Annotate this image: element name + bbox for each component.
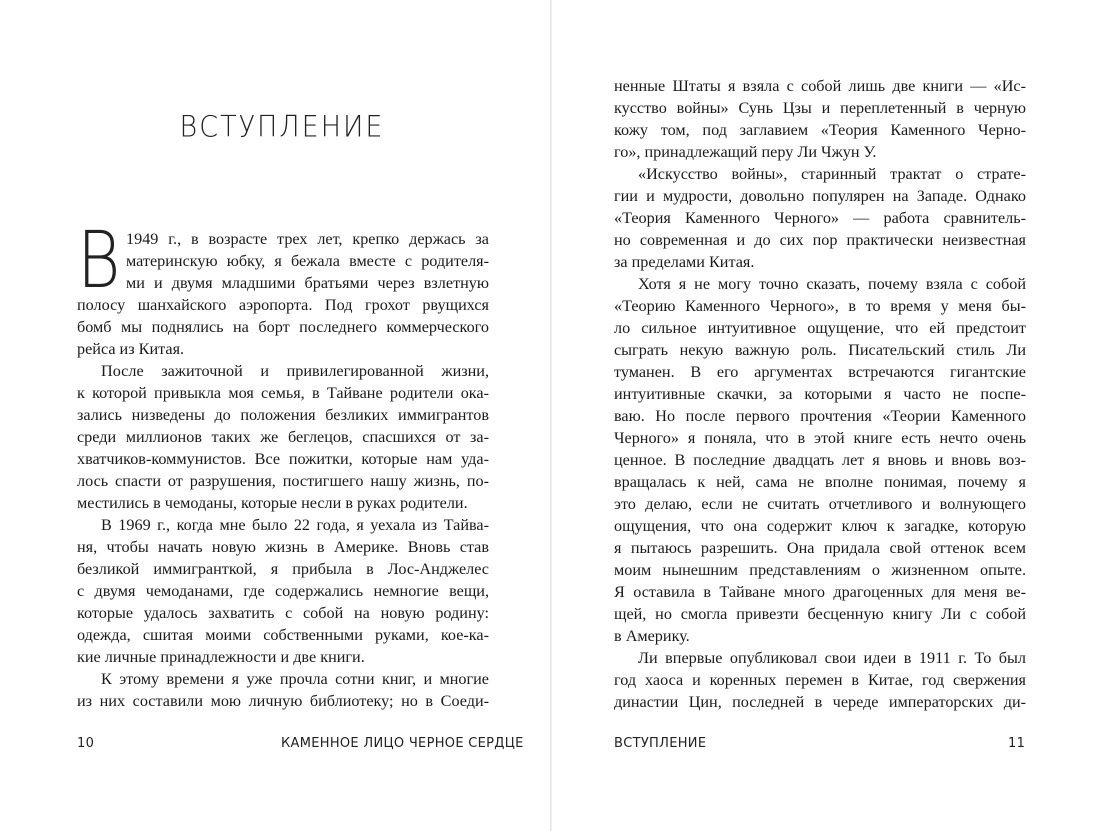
text-line: кие личные принадлежности и две книги.: [77, 648, 365, 666]
text-line: зались низведены до положения безликих иммигрантов: [77, 406, 489, 424]
text-line: это делаю, если не считать отчетливого и волнующего: [614, 495, 1026, 513]
drop-cap: В: [77, 216, 121, 306]
text-line: туманен. В его аргументах встречаются гигантские: [614, 363, 1026, 381]
text-line: «Теория Каменного Черного» — работа сравнитель-: [614, 209, 1026, 227]
text-line: я пытаюсь разрешить. Она придала свой оттенок всем: [614, 539, 1026, 557]
text-line: «Искусство войны», старинный трактат о страте-: [638, 165, 1026, 183]
text-line: год хаоса и коренных перемен в Китае, год свержения: [614, 671, 1026, 689]
running-head-left: КАМЕННОЕ ЛИЦО ЧЕРНОЕ СЕРДЦЕ: [281, 736, 524, 751]
text-line: го», принадлежащий перу Ли Чжун У.: [614, 143, 877, 161]
text-line: местились в чемоданы, которые несли в руках родители.: [77, 494, 468, 512]
text-line: ощущения, что она содержит ключ к загадке, которую: [614, 517, 1026, 535]
left-page: [0, 0, 551, 831]
text-line: Я оставила в Тайване много драгоценных для меня ве-: [614, 583, 1026, 601]
text-line: безликой иммигранткой, я прибыла в Лос-Анджелес: [77, 560, 489, 578]
text-line: династии Цин, последней в череде императорских ди-: [614, 693, 1026, 711]
text-line: но современная и до сих пор практически неизвестная: [614, 231, 1026, 249]
text-line: хватчиков-коммунистов. Все пожитки, которые нам уда-: [77, 450, 489, 468]
text-line: интуитивные скачки, за которыми я часто не поспе-: [614, 385, 1026, 403]
text-line: к которой привыкла моя семья, в Тайване родители ока-: [77, 384, 489, 402]
text-line: кусство войны» Сунь Цзы и переплетенный в черную: [614, 99, 1026, 117]
left-body-text: [77, 216, 489, 712]
text-line: лось спасти от разрушения, постигшего нашу жизнь, по-: [77, 472, 489, 490]
text-line: Черного» я поняла, что в этой книге есть нечто очень: [614, 429, 1026, 447]
text-line: «Теорию Каменного Черного», в то время у меня бы-: [614, 297, 1026, 315]
text-line: ми и двумя младшими братьями через взлетную: [126, 274, 489, 292]
text-line: В 1969 г., когда мне было 22 года, я уехала из Тайва-: [101, 516, 489, 534]
text-line: рейса из Китая.: [77, 340, 185, 358]
text-line: кожу том, под заглавием «Теория Каменного Черно-: [614, 121, 1026, 139]
text-line: одежда, сшитая моими собственными руками, кое-ка-: [77, 626, 489, 644]
text-line: ненные Штаты я взяла с собой лишь две книги — «Ис-: [614, 77, 1026, 95]
text-line: гии и мудрости, довольно популярен на Западе. Однако: [614, 187, 1026, 205]
text-line: 1949 г., в возрасте трех лет, крепко держась за: [126, 230, 489, 248]
text-line: К этому времени я уже прочла сотни книг, и многие: [101, 670, 489, 688]
text-line: среди миллионов таких же беглецов, спасшихся от за-: [77, 428, 489, 446]
text-line: из них составили мою личную библиотеку; но в Соеди-: [77, 692, 489, 710]
running-head-right: ВСТУПЛЕНИЕ: [614, 736, 707, 751]
right-body-text: [614, 75, 1026, 713]
text-line: Хотя я не могу точно сказать, почему взяла с собой: [638, 275, 1026, 293]
text-line: ценное. В последние двадцать лет я вновь и вновь воз-: [614, 451, 1026, 469]
text-line: ло сильное интуитивное ощущение, что ей предстоит: [614, 319, 1026, 337]
text-line: вращалась к ней, сама не вполне понимая, почему я: [614, 473, 1026, 491]
text-line: ваю. Но после первого прочтения «Теории Каменного: [614, 407, 1026, 425]
text-line: бомб мы поднялись на борт последнего коммерческого: [77, 318, 489, 336]
text-line: которые удалось захватить с собой на новую родину:: [77, 604, 489, 622]
text-line: за пределами Китая.: [614, 253, 755, 271]
page-number-left: 10: [77, 736, 95, 751]
text-line: Ли впервые опубликовал свои идеи в 1911 г. То был: [638, 649, 1026, 667]
text-line: полосу шанхайского аэропорта. Под грохот рвущихся: [77, 296, 489, 314]
text-line: моим нынешним представлениям о жизненном опыте.: [614, 561, 1026, 579]
text-line: ня, чтобы начать новую жизнь в Америке. Вновь став: [77, 538, 489, 556]
text-line: сыграть некую важную роль. Писательский стиль Ли: [614, 341, 1026, 359]
text-line: с двумя чемоданами, где содержались немногие вещи,: [77, 582, 489, 600]
text-line: материнскую юбку, я бежала вместе с родителя-: [126, 252, 489, 270]
page-number-right: 11: [1008, 736, 1026, 751]
text-line: в Америку.: [614, 627, 690, 645]
chapter-title: ВСТУПЛЕНИЕ: [179, 110, 385, 145]
text-line: щей, но смогла привезти бесценную книгу Ли с собой: [614, 605, 1026, 623]
text-line: После зажиточной и привилегированной жизни,: [101, 362, 489, 380]
